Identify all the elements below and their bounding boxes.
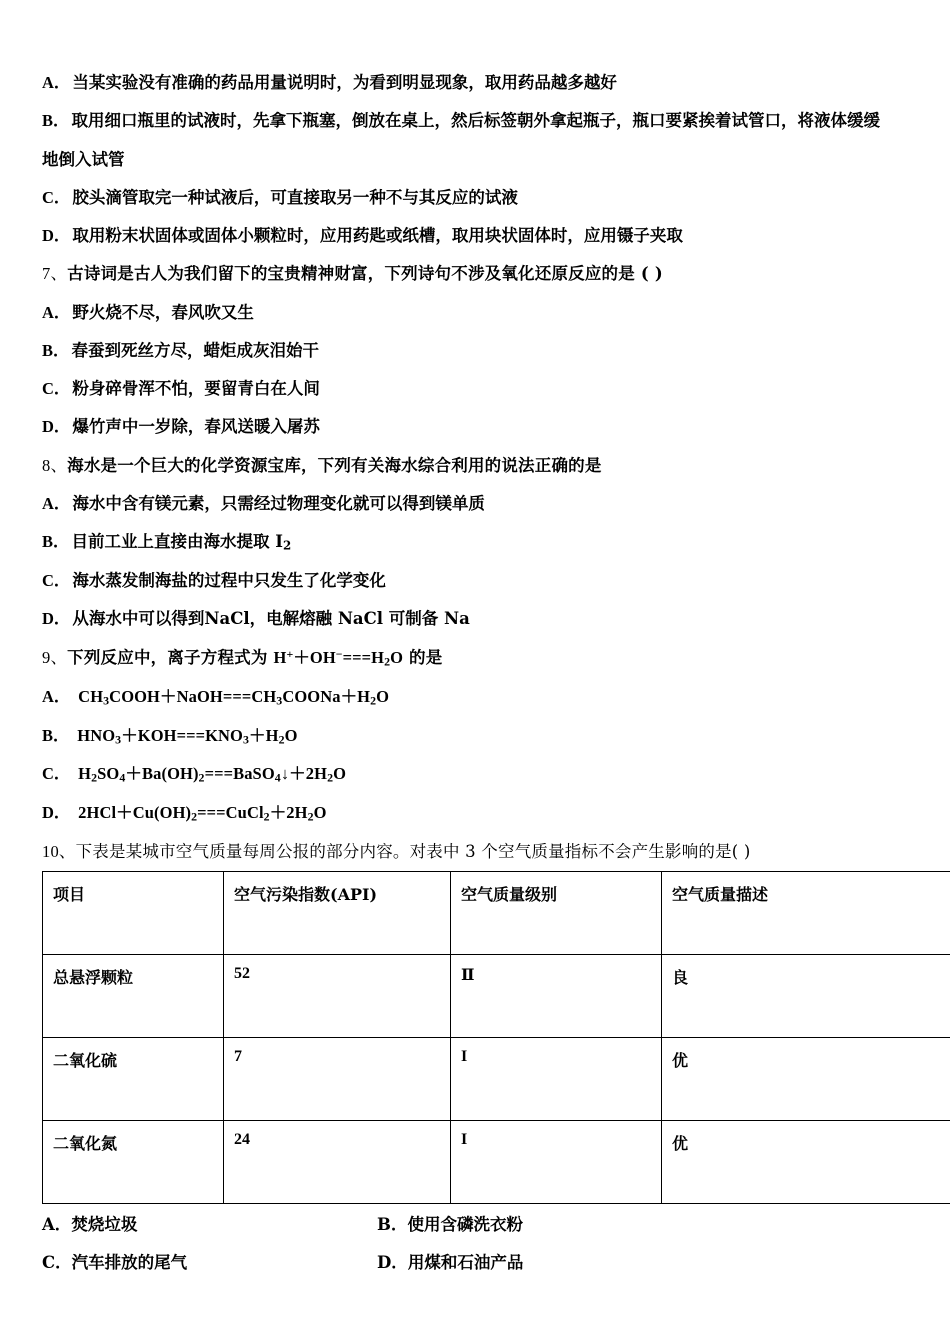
q7-stem-text: 古诗词是古人为我们留下的宝贵精神财富，下列诗句不涉及氧化还原反应的是 ( ) — [67, 264, 663, 284]
air-quality-table — [42, 871, 950, 1204]
q7-option-b-label: B． — [42, 340, 70, 360]
q7-stem — [42, 263, 904, 285]
table-header-item: 项目 — [43, 871, 224, 954]
row0-api: 52 — [224, 954, 451, 1037]
row2-grade: I — [451, 1120, 662, 1203]
q8-stem-text: 海水是一个巨大的化学资源宝库，下列有关海水综合利用的说法正确的是 — [67, 455, 602, 475]
q8-option-d-label: D． — [42, 609, 71, 629]
q10-options-row-2 — [42, 1252, 904, 1274]
q10-option-a-text: 焚烧垃圾 — [71, 1214, 138, 1234]
q6-option-a-text: 当某实验没有准确的药品用量说明时，为看到明显现象，取用药品越多越好 — [72, 73, 617, 92]
q7-number: 7、 — [42, 264, 68, 284]
q9-option-d-label: D． — [42, 802, 71, 822]
q7-option-d-text: 爆竹声中一岁除，春风送暖入屠苏 — [72, 417, 320, 437]
q7-option-a — [42, 302, 904, 324]
q7-option-b-text: 春蚕到死丝方尽，蜡炬成灰泪始干 — [71, 340, 320, 360]
q8-option-a-text: 海水中含有镁元素，只需经过物理变化就可以得到镁单质 — [72, 493, 485, 513]
q8-option-d-text: 从海水中可以得到NaCl，电解熔融 NaCl 可制备 Na — [72, 609, 470, 629]
q9-option-d-equation: $2HCl+Cu(OH)_2===CuCl_2+2H_2O$ — [78, 802, 327, 824]
q7-option-d-label: D． — [42, 417, 71, 437]
q6-option-d-text: 取用粉末状固体或固体小颗粒时，应用药匙或纸槽，取用块状固体时，应用镊子夹取 — [72, 226, 683, 246]
table-header-grade: 空气质量级别 — [451, 871, 662, 954]
q7-option-c-text: 粉身碎骨浑不怕，要留青白在人间 — [72, 379, 320, 399]
q8-option-a-label: A． — [42, 493, 71, 513]
q9-option-b — [42, 725, 904, 748]
row2-api: 24 — [224, 1120, 451, 1203]
row0-grade: Ⅱ — [451, 954, 662, 1037]
q9-option-c — [42, 763, 904, 786]
q6-option-a-label: A． — [42, 73, 71, 92]
q10-stem — [42, 841, 904, 863]
q6-option-d — [42, 225, 904, 247]
q10-options — [42, 1214, 904, 1275]
q6-option-c-text: 胶头滴管取完一种试液后，可直接取另一种不与其反应的试液 — [72, 187, 518, 207]
table-header-row — [43, 871, 950, 954]
q9-stem — [42, 646, 904, 670]
q7-option-c-label: C． — [42, 379, 71, 399]
q9-option-b-equation: $HNO_3+KOH===KNO_3+H_2O$ — [77, 725, 298, 747]
q6-option-a — [42, 72, 904, 94]
q9-stem-equation: $H^++OH^-===H_2O$ — [273, 647, 404, 669]
q8-option-b-text: 目前工业上直接由海水提取 $I_2$ — [71, 532, 292, 553]
q9-stem-prefix: 下列反应中，离子方程式为 — [67, 648, 274, 668]
q7-option-c — [42, 378, 904, 400]
row0-item: 总悬浮颗粒 — [43, 954, 224, 1037]
row1-grade: I — [451, 1037, 662, 1120]
q10-stem-text: 下表是某城市空气质量每周公报的部分内容。对表中 3 个空气质量指标不会产生影响的是( ) — [75, 841, 751, 861]
q6-option-c — [42, 187, 904, 209]
q10-option-c-text: 汽车排放的尾气 — [71, 1253, 188, 1273]
q10-option-b-text: 使用含磷洗衣粉 — [407, 1214, 523, 1234]
q6-option-b — [42, 110, 904, 132]
q10-option-b-label: B． — [377, 1214, 408, 1234]
q10-option-a — [42, 1214, 377, 1236]
q8-option-c-label: C． — [42, 570, 71, 590]
table-row — [43, 954, 950, 1037]
q8-option-b-label: B． — [42, 532, 70, 552]
q6-option-b-continuation: 地倒入试管 — [42, 149, 125, 169]
q10-option-d — [377, 1252, 904, 1274]
q8-option-a — [42, 493, 904, 515]
q9-option-b-label: B． — [42, 725, 70, 745]
q10-option-d-label: D． — [377, 1253, 408, 1273]
q8-option-c — [42, 570, 904, 592]
q10-option-a-label: A． — [42, 1214, 72, 1234]
q8-number: 8、 — [42, 455, 68, 475]
row0-desc: 良 — [662, 954, 950, 1037]
q9-option-c-equation: $H_2SO_4+Ba(OH)_2===BaSO_4↓+2H_2O$ — [78, 764, 347, 785]
q9-option-a — [42, 686, 904, 709]
q6-option-c-label: C． — [42, 187, 71, 207]
q6-option-b-label: B． — [42, 111, 70, 131]
q7-option-b — [42, 340, 904, 362]
q6-option-d-label: D． — [42, 226, 71, 246]
row1-api: 7 — [224, 1037, 451, 1120]
q8-option-b — [42, 531, 904, 554]
q10-option-c — [42, 1252, 377, 1274]
q9-option-a-equation: $CH_3COOH+NaOH===CH_3COONa+H_2O$ — [78, 686, 390, 708]
q9-option-d — [42, 802, 904, 825]
q9-option-a-label: A． — [42, 686, 71, 706]
q10-number: 10、 — [42, 841, 76, 861]
q9-number: 9、 — [42, 648, 68, 668]
table-row — [43, 1120, 950, 1203]
row2-desc: 优 — [662, 1120, 950, 1203]
q9-stem-suffix: 的是 — [403, 648, 443, 668]
q10-options-row-1 — [42, 1214, 904, 1236]
q9-option-c-label: C． — [42, 764, 71, 784]
q8-option-c-text: 海水蒸发制海盐的过程中只发生了化学变化 — [72, 570, 386, 590]
q8-option-d — [42, 608, 904, 630]
q7-option-a-label: A． — [42, 302, 71, 322]
page-content — [42, 72, 904, 1290]
table-row — [43, 1037, 950, 1120]
table-header-api: 空气污染指数(API) — [224, 871, 451, 954]
q7-option-a-text: 野火烧不尽，春风吹又生 — [72, 302, 254, 322]
table-header-desc: 空气质量描述 — [662, 871, 950, 954]
q7-option-d — [42, 416, 904, 438]
q10-option-d-text: 用煤和石油产品 — [407, 1253, 524, 1273]
q10-option-c-label: C． — [42, 1253, 72, 1273]
row2-item: 二氧化氮 — [43, 1120, 224, 1203]
row1-desc: 优 — [662, 1037, 950, 1120]
row1-item: 二氧化硫 — [43, 1037, 224, 1120]
q8-stem — [42, 455, 904, 477]
q10-option-b — [377, 1214, 904, 1236]
q6-option-b-text: 取用细口瓶里的试液时，先拿下瓶塞，倒放在桌上，然后标签朝外拿起瓶子，瓶口要紧挨着试管口，将液体缓缓 — [71, 111, 881, 131]
